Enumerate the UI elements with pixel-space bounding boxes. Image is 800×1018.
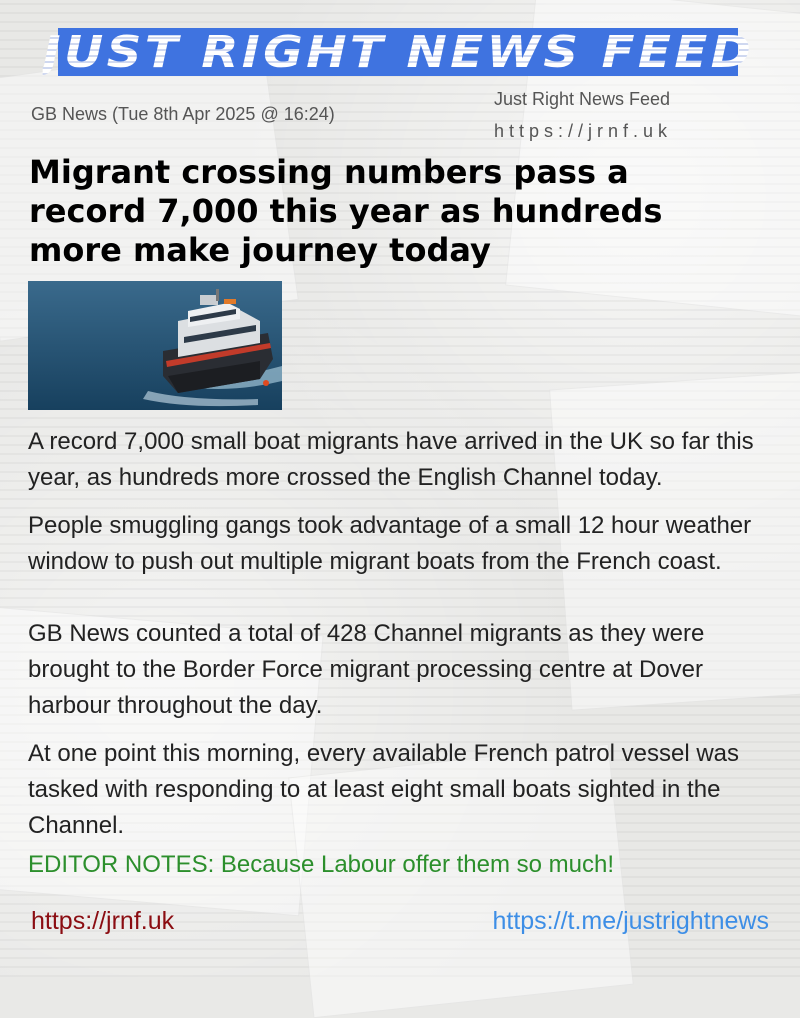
article-paragraph: GB News counted a total of 428 Channel migrants as they were brought to the Border Force migrant processing centre at Dover harbour throughout the day. [28,620,705,719]
footer-telegram-link[interactable]: https://t.me/justrightnews [492,907,769,935]
vessel-image [28,281,282,410]
article-source-date: GB News (Tue 8th Apr 2025 @ 16:24) [31,104,335,124]
site-banner [42,26,754,78]
article-body [28,424,778,856]
editor-note: EDITOR NOTES: Because Labour offer them so much! [28,851,615,878]
article-headline: Migrant crossing numbers pass a record 7,000 this year as hundreds more make journey today [29,153,663,269]
article-paragraph: A record 7,000 small boat migrants have arrived in the UK so far this year, as hundreds more crossed the English Channel today. [28,428,754,491]
article-paragraph: At one point this morning, every available French patrol vessel was tasked with responding to at least eight small boats sighted in the Channel. [28,740,740,839]
article-paragraph: People smuggling gangs took advantage of a small 12 hour weather window to push out multiple migrant boats from the French coast. [28,512,752,575]
banner-title: JUST RIGHT NEWS FEED [42,26,754,78]
article-photo-border-force-vessel [28,281,282,410]
site-url: https://jrnf.uk [494,121,673,141]
site-name: Just Right News Feed [494,89,671,109]
footer-site-link[interactable]: https://jrnf.uk [31,907,175,935]
